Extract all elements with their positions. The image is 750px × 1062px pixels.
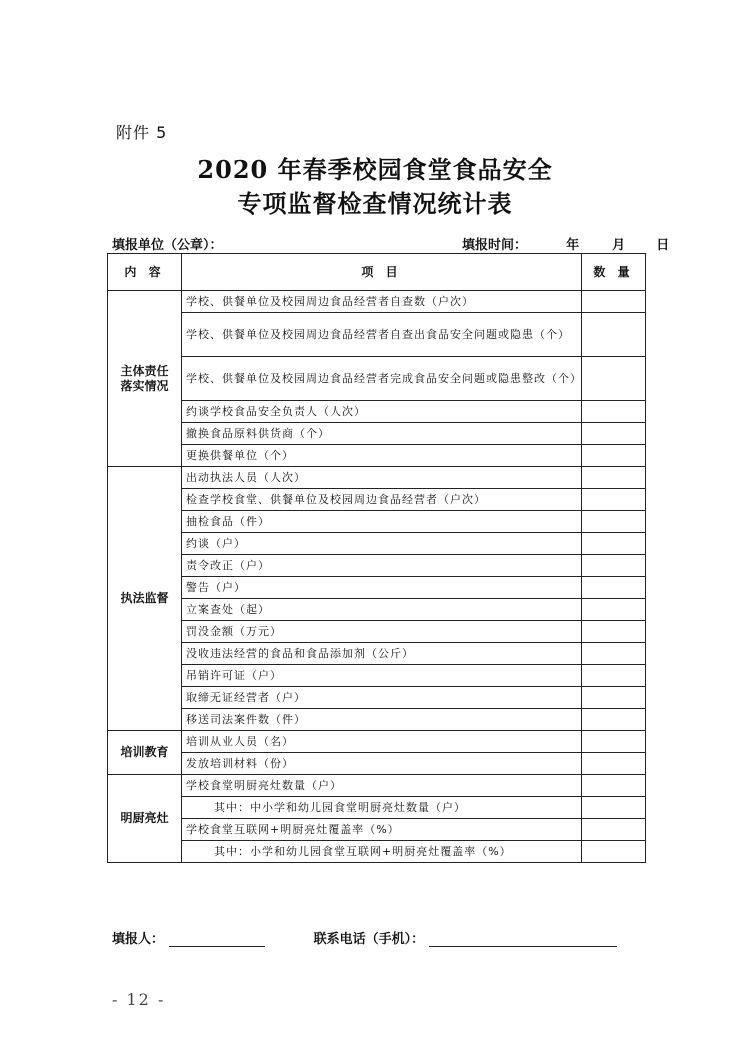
table-body [108,291,646,863]
table-row [108,445,646,467]
quantity-cell[interactable] [582,753,646,775]
filler-label: 填报人： [112,932,165,947]
table-row [108,423,646,445]
item-cell: 检查学校食堂、供餐单位及校园周边食品经营者（户次） [182,489,582,511]
quantity-cell[interactable] [582,577,646,599]
table-row [108,489,646,511]
quantity-cell[interactable] [582,819,646,841]
item-cell: 取缔无证经营者（户） [182,687,582,709]
item-cell: 学校食堂互联网+明厨亮灶覆盖率（%） [182,819,582,841]
quantity-cell[interactable] [582,555,646,577]
item-cell: 其中：中小学和幼儿园食堂明厨亮灶数量（户） [182,797,582,819]
item-cell: 责令改正（户） [182,555,582,577]
table-row [108,599,646,621]
item-cell: 罚没金额（万元） [182,621,582,643]
reporting-unit-label: 填报单位（公章）： [112,238,223,253]
table-row [108,643,646,665]
item-cell: 其中：小学和幼儿园食堂互联网+明厨亮灶覆盖率（%） [182,841,582,863]
year-label: 年 [566,238,580,253]
quantity-cell[interactable] [582,423,646,445]
item-cell: 学校食堂明厨亮灶数量（户） [182,775,582,797]
item-cell: 培训从业人员（名） [182,731,582,753]
quantity-cell[interactable] [582,511,646,533]
reporting-time-label: 填报时间： [462,238,528,253]
statistics-table [107,253,646,863]
quantity-cell[interactable] [582,467,646,489]
item-cell: 移送司法案件数（件） [182,709,582,731]
table-row [108,291,646,313]
table-row [108,401,646,423]
table-row [108,533,646,555]
item-cell: 学校、供餐单位及校园周边食品经营者自查数（户次） [182,291,582,313]
signature-row [112,928,652,947]
item-cell: 撤换食品原料供货商（个） [182,423,582,445]
table-row [108,819,646,841]
item-cell: 学校、供餐单位及校园周边食品经营者完成食品安全问题或隐患整改（个） [182,357,582,401]
item-cell: 学校、供餐单位及校园周边食品经营者自查出食品安全问题或隐患（个） [182,313,582,357]
item-cell: 警告（户） [182,577,582,599]
item-cell: 发放培训材料（份） [182,753,582,775]
quantity-cell[interactable] [582,687,646,709]
item-cell: 出动执法人员（人次） [182,467,582,489]
category-cell: 明厨亮灶 [108,775,182,863]
attachment-label: 附件 5 [116,123,168,142]
table-row [108,511,646,533]
fill-info-row [112,234,670,253]
phone-label: 联系电话（手机）： [313,932,425,947]
table-row [108,797,646,819]
phone-blank[interactable] [429,932,617,947]
table-row [108,313,646,357]
table-row [108,841,646,863]
month-label: 月 [612,238,626,253]
table-row [108,687,646,709]
table-row [108,731,646,753]
filler-blank[interactable] [169,932,265,947]
table-row [108,555,646,577]
document-title-line-1: 2020 年春季校园食堂食品安全 [197,155,553,184]
quantity-cell[interactable] [582,599,646,621]
table-row [108,753,646,775]
quantity-cell[interactable] [582,797,646,819]
quantity-cell[interactable] [582,841,646,863]
document-title-line-2: 专项监督检查情况统计表 [237,189,513,218]
table-row [108,467,646,489]
day-label: 日 [656,238,670,253]
quantity-cell[interactable] [582,489,646,511]
quantity-cell[interactable] [582,775,646,797]
page-number: - 12 - [112,990,166,1009]
item-cell: 立案查处（起） [182,599,582,621]
item-cell: 抽检食品（件） [182,511,582,533]
quantity-cell[interactable] [582,731,646,753]
reporting-time [462,234,669,253]
quantity-cell[interactable] [582,621,646,643]
item-cell: 约谈（户） [182,533,582,555]
quantity-cell[interactable] [582,357,646,401]
table-row [108,621,646,643]
quantity-cell[interactable] [582,313,646,357]
table-row [108,775,646,797]
quantity-cell[interactable] [582,709,646,731]
quantity-cell[interactable] [582,291,646,313]
table-row [108,357,646,401]
item-cell: 更换供餐单位（个） [182,445,582,467]
item-cell: 吊销许可证（户） [182,665,582,687]
table-row [108,665,646,687]
quantity-cell[interactable] [582,665,646,687]
column-header-content: 内 容 [108,254,182,291]
quantity-cell[interactable] [582,401,646,423]
item-cell: 没收违法经营的食品和食品添加剂（公斤） [182,643,582,665]
quantity-cell[interactable] [582,643,646,665]
column-header-quantity: 数 量 [582,254,646,291]
category-cell: 培训教育 [108,731,182,775]
quantity-cell[interactable] [582,445,646,467]
column-header-item: 项 目 [182,254,582,291]
table-row [108,577,646,599]
quantity-cell[interactable] [582,533,646,555]
item-cell: 约谈学校食品安全负责人（人次） [182,401,582,423]
category-cell: 主体责任 落实情况 [108,291,182,467]
category-cell: 执法监督 [108,467,182,731]
table-row [108,709,646,731]
